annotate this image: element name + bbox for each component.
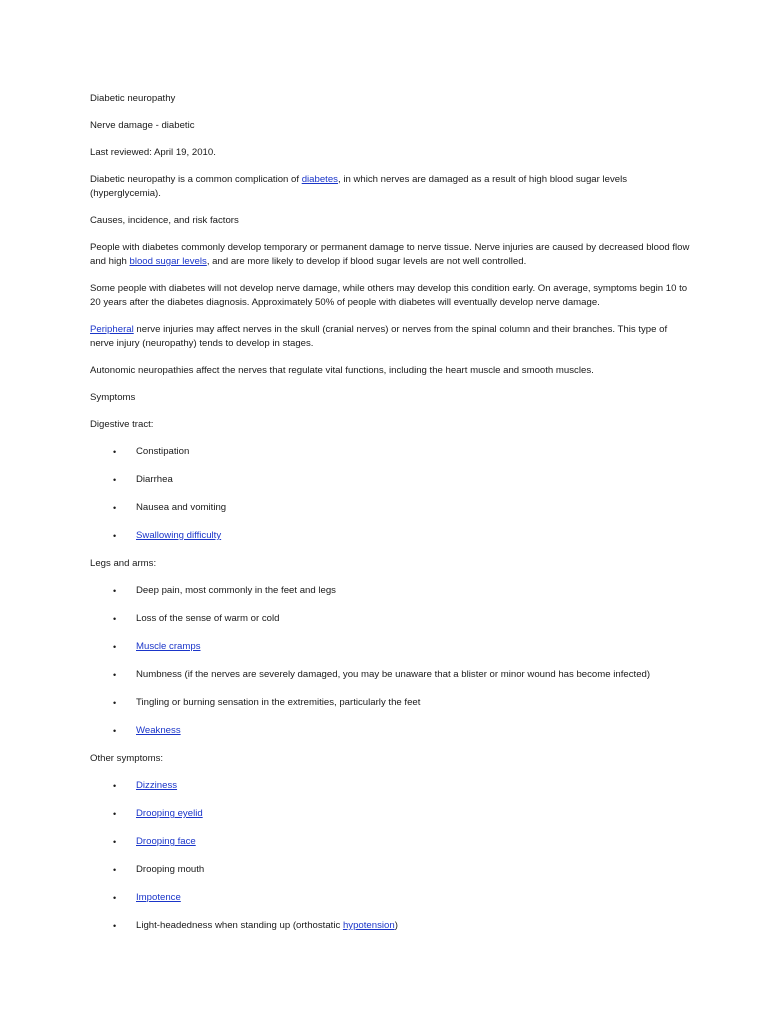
bullet-icon: • — [113, 921, 117, 931]
causes-heading: Causes, incidence, and risk factors — [90, 215, 239, 226]
list-item: • Drooping mouth — [113, 864, 205, 875]
causes-paragraph-4: Autonomic neuropathies affect the nerves that regulate vital functions, including the heart muscle and smooth muscles. — [90, 365, 594, 376]
digestive-heading: Digestive tract: — [90, 419, 154, 430]
bullet-icon: • — [113, 503, 117, 513]
bullet-icon: • — [113, 475, 117, 485]
list-item — [90, 724, 690, 738]
list-item — [90, 640, 690, 654]
swallowing-difficulty-link[interactable]: Swallowing difficulty — [136, 530, 222, 541]
bullet-icon: • — [113, 586, 117, 596]
list-item: • Loss of the sense of warm or cold — [113, 613, 280, 624]
dizziness-link[interactable]: Dizziness — [136, 780, 178, 791]
bullet-icon: • — [113, 447, 117, 457]
impotence-link[interactable]: Impotence — [136, 892, 181, 903]
causes-paragraph-2: Some people with diabetes will not develop nerve damage, while others may develop this condition early. On average, symptoms begin 10 to 20 years after the diabetes diagnosis. Approximately 50% of people with diabetes will eventually develop nerve damage. — [90, 283, 688, 308]
causes-paragraph-1: People with diabetes commonly develop temporary or permanent damage to nerve tissue. Nerve injuries are caused by decreased blood flow and high blood sugar levels, and are more likely to develop if blood sugar levels are not well controlled. — [90, 242, 690, 267]
bullet-icon: • — [113, 726, 117, 736]
bullet-icon: • — [113, 642, 117, 652]
weakness-link[interactable]: Weakness — [136, 725, 181, 736]
list-item: • Constipation — [113, 446, 190, 457]
symptoms-heading: Symptoms — [90, 392, 136, 403]
list-item — [90, 835, 690, 849]
bullet-icon: • — [113, 781, 117, 791]
legs-list — [90, 584, 690, 738]
bullet-icon: • — [113, 698, 117, 708]
doc-title: Diabetic neuropathy — [90, 93, 176, 104]
drooping-eyelid-link[interactable]: Drooping eyelid — [136, 808, 203, 819]
list-item — [90, 779, 690, 793]
bullet-icon: • — [113, 893, 117, 903]
other-symptoms-list — [90, 779, 690, 933]
causes-paragraph-3: Peripheral nerve injuries may affect nerves in the skull (cranial nerves) or nerves from the spinal column and their branches. This type of nerve injury (neuropathy) tends to develop in stages. — [90, 324, 668, 349]
bullet-icon: • — [113, 809, 117, 819]
bullet-icon: • — [113, 670, 117, 680]
list-item — [90, 807, 690, 821]
intro-paragraph: Diabetic neuropathy is a common complication of diabetes, in which nerves are damaged as a result of high blood sugar levels (hyperglycemia). — [90, 174, 628, 199]
doc-alt-name: Nerve damage - diabetic — [90, 120, 195, 131]
hypotension-link[interactable]: hypotension — [342, 920, 395, 931]
document-body — [90, 92, 690, 947]
blood-sugar-levels-link[interactable]: blood sugar levels — [129, 256, 207, 267]
bullet-icon: • — [113, 614, 117, 624]
muscle-cramps-link[interactable]: Muscle cramps — [136, 641, 201, 652]
list-item: • Deep pain, most commonly in the feet and legs — [113, 585, 336, 596]
list-item — [90, 529, 690, 543]
diabetes-link[interactable]: diabetes — [301, 174, 338, 185]
other-symptoms-heading: Other symptoms: — [90, 753, 164, 764]
list-item: • Tingling or burning sensation in the extremities, particularly the feet — [113, 697, 421, 708]
list-item: • Numbness (if the nerves are severely damaged, you may be unaware that a blister or minor wound has become infected) — [113, 669, 651, 680]
drooping-face-link[interactable]: Drooping face — [136, 836, 196, 847]
list-item — [90, 891, 690, 905]
bullet-icon: • — [113, 837, 117, 847]
peripheral-link[interactable]: Peripheral — [90, 324, 134, 335]
digestive-list — [90, 445, 690, 543]
last-reviewed: Last reviewed: April 19, 2010. — [90, 147, 216, 158]
bullet-icon: • — [113, 865, 117, 875]
list-item: • Light-headedness when standing up (orthostatic hypotension) — [113, 920, 398, 931]
list-item: • Nausea and vomiting — [113, 502, 227, 513]
list-item: • Diarrhea — [113, 474, 173, 485]
legs-heading: Legs and arms: — [90, 558, 157, 569]
bullet-icon: • — [113, 531, 117, 541]
